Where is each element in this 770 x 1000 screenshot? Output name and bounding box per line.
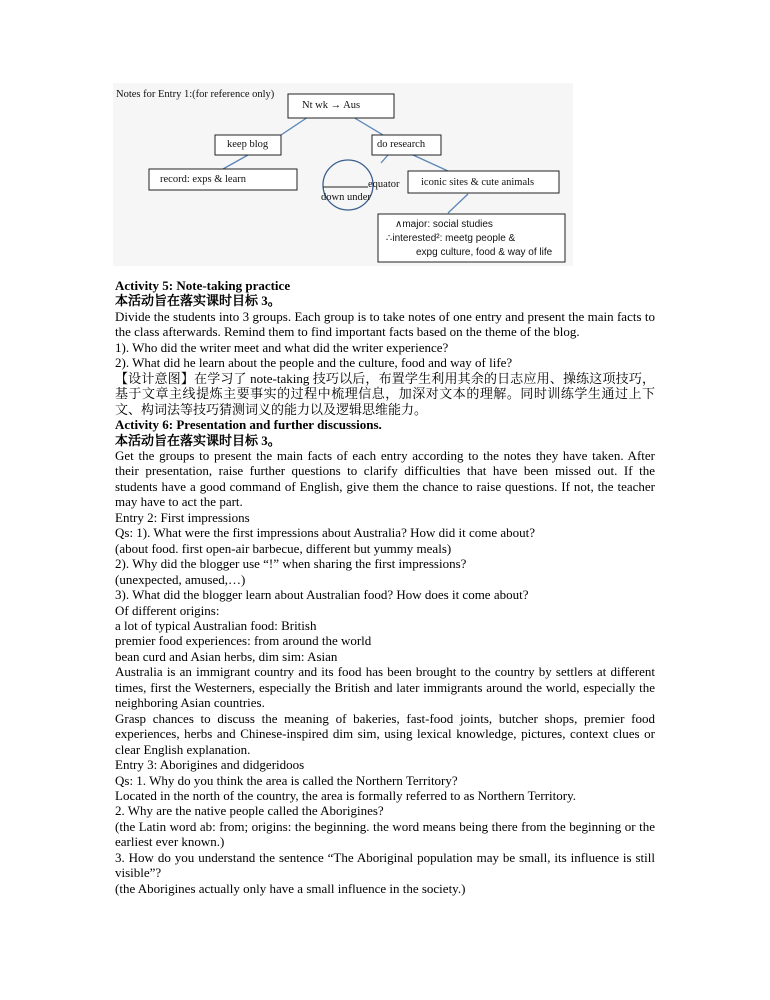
answer-line: (unexpected, amused,…) xyxy=(115,571,246,587)
question-line: Qs: 1. Why do you think the area is called the Northern Territory? xyxy=(115,772,458,788)
text-line: Of different origins: xyxy=(115,602,220,618)
paragraph: Australia is an immigrant country and its food has been brought to the country by settlers at different times, first the Westerners, especially the British and later immigrants around the world, especially the neighboring Asian countries. xyxy=(115,664,655,711)
answer-line: (about food. first open-air barbecue, different but yummy meals) xyxy=(115,540,452,556)
text-line: bean curd and Asian herbs, dim sim: Asian xyxy=(115,648,338,664)
objective-note: 本活动旨在落实课时目标 3。 xyxy=(115,293,281,309)
equator-label: equator xyxy=(368,179,400,190)
iconic-node: iconic sites & cute animals xyxy=(421,177,535,188)
notes-diagram xyxy=(113,83,573,266)
objective-note: 本活动旨在落实课时目标 3。 xyxy=(115,432,281,448)
question-line: 2). What did he learn about the people and the culture, food and way of life? xyxy=(115,355,513,371)
entry-title: Entry 3: Aborigines and didgeridoos xyxy=(115,757,305,773)
keep-blog-node: keep blog xyxy=(227,139,269,150)
interested-line: ∴interested²: meetg people & xyxy=(386,233,516,244)
expg-line: expg culture, food & way of life xyxy=(416,247,553,258)
question-line: 3. How do you understand the sentence “The Aboriginal population may be small, its influence is still visible”? xyxy=(115,849,655,881)
down-under-label: down under xyxy=(321,192,371,203)
question-line: 2. Why are the native people called the Aborigines? xyxy=(115,803,384,819)
major-line: ∧major: social studies xyxy=(395,219,493,230)
answer-line: (the Latin word ab: from; origins: the beginning. the word means being there from the beginning or the earliest ever known.) xyxy=(115,818,655,850)
root-node: Nt wk → Aus xyxy=(302,100,361,111)
text-line: a lot of typical Australian food: British xyxy=(115,617,317,633)
heading-activity-6: Activity 6: Presentation and further discussions. xyxy=(115,417,382,433)
do-research-node: do research xyxy=(377,139,426,150)
diagram-caption: Notes for Entry 1:(for reference only) xyxy=(116,89,275,100)
design-intent-paragraph: 【设计意图】在学习了 note-taking 技巧以后，布置学生利用其余的日志应用、操练这项技巧，基于文章主线提炼主要事实的过程中梳理信息，加深对文本的理解。同时训练学生通过上下文、构词法等技巧猜测词义的能力以及逻辑思维能力。 xyxy=(115,370,655,417)
question-line: 1). Who did the writer meet and what did the writer experience? xyxy=(115,339,449,355)
text-line: premier food experiences: from around the world xyxy=(115,633,372,649)
answer-line: Located in the north of the country, the area is formally referred to as Northern Territory. xyxy=(115,787,577,803)
paragraph: Divide the students into 3 groups. Each group is to take notes of one entry and present the main facts to the class afterwards. Remind them to find important facts based on the theme of the blog. xyxy=(115,308,655,340)
question-line: 2). Why did the blogger use “!” when sharing the first impressions? xyxy=(115,556,467,572)
document-body xyxy=(115,278,655,896)
record-node: record: exps & learn xyxy=(160,174,247,185)
question-line: Qs: 1). What were the first impressions about Australia? How did it come about? xyxy=(115,525,535,541)
entry-title: Entry 2: First impressions xyxy=(115,509,250,525)
question-line: 3). What did the blogger learn about Australian food? How does it come about? xyxy=(115,587,529,603)
heading-activity-5: Activity 5: Note-taking practice xyxy=(115,278,291,293)
paragraph: Get the groups to present the main facts of each entry according to the notes they have taken. After their presentation, raise further questions to clarify difficulties that have been missed out. If the students have a good command of English, give them the chance to raise questions. If not, the teacher may have to act the part. xyxy=(115,447,655,510)
paragraph: Grasp chances to discuss the meaning of bakeries, fast-food joints, butcher shops, premier food experiences, herbs and Chinese-inspired dim sim, using lexical knowledge, pictures, context clues or clear English explanation. xyxy=(115,710,655,757)
answer-line: (the Aborigines actually only have a small influence in the society.) xyxy=(115,880,466,896)
